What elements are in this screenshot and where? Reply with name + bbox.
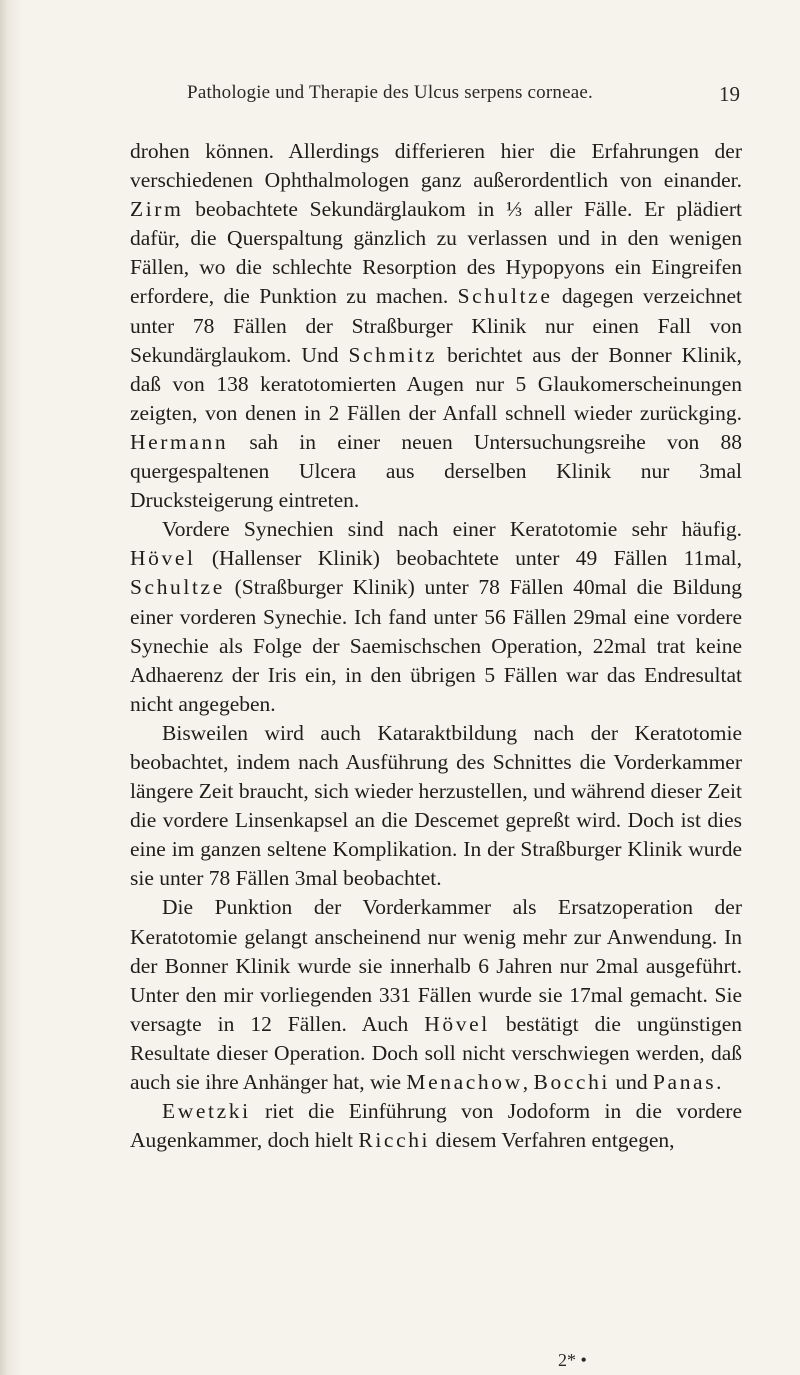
text-run: sah in einer neuen Untersuchungsreihe von 88 quergespaltenen Ulcera aus derselben Klinik nur 3mal Drucksteigerung eintreten.	[130, 429, 742, 513]
author-name: Zirm	[130, 197, 184, 222]
page-header	[120, 82, 740, 116]
text-run: .	[716, 1070, 722, 1094]
text-run: drohen können. Allerdings differieren hier die Erfahrungen der verschiedenen Ophthalmologen ganz außerordentlich von einander.	[130, 139, 742, 193]
text-run: ,	[522, 1070, 534, 1094]
paragraph	[130, 719, 742, 894]
author-name: Schultze	[130, 575, 225, 600]
text-run: Vordere Synechien sind nach einer Keratotomie sehr häufig.	[162, 517, 742, 542]
text-run: beobachtete Sekundärglaukom in ⅓ aller Fälle. Er plädiert dafür, die Querspaltung gänzlich zu verlassen und in den wenigen Fällen, wo die schlechte Resorption des Hypopyons ein Eingreifen erfordere, die Punktion zu machen.	[130, 197, 742, 309]
running-title: Pathologie und Therapie des Ulcus serpens corneae.	[187, 82, 593, 103]
paragraph	[130, 515, 742, 719]
author-name: Bocchi	[533, 1070, 610, 1094]
author-name: Schmitz	[348, 342, 438, 367]
author-name: Ricchi	[358, 1128, 431, 1153]
text-run: diesem Verfahren entgegen,	[430, 1128, 675, 1153]
text-run: und	[610, 1070, 653, 1094]
author-name: Hövel	[424, 1011, 490, 1036]
signature-mark: 2* •	[558, 1350, 587, 1370]
author-name: Hermann	[130, 429, 229, 454]
text-run: dagegen verzeichnet unter 78 Fällen der Straßburger Klinik nur einen Fall von Sekundärglaukom. Und	[130, 284, 742, 367]
text-run: Bisweilen wird auch Kataraktbildung nach der Keratotomie beobachtet, indem nach Ausführung des Schnittes die Vorderkammer längere Zeit braucht, sich wieder herzustellen, und während dieser Zeit die vordere Linsenkapsel an die Descemet gepreßt wird. Doch ist dies eine im ganzen seltene Komplikation. In der Straßburger Klinik wurde sie unter 78 Fällen 3mal beobachtet.	[130, 720, 742, 891]
paragraph	[130, 893, 742, 1097]
page-number: 19	[719, 82, 740, 106]
author-name: Schultze	[457, 284, 553, 309]
text-run: (Hallenser Klinik) beobachtete unter 49 Fällen 11mal,	[195, 546, 742, 571]
paragraph	[130, 1097, 742, 1155]
text-run: berichtet aus der Bonner Klinik, daß von 138 keratotomierten Augen nur 5 Glaukomerscheinungen zeigten, von denen in 2 Fällen der Anfall schnell wieder zurückging.	[130, 342, 742, 425]
text-run: bestätigt die ungünstigen Resultate dieser Operation. Doch soll nicht verschwiegen werden, daß auch sie ihre Anhänger hat, wie	[130, 1011, 742, 1094]
text-run: riet die Einführung von Jodoform in die vordere Augenkammer, doch hielt	[130, 1099, 742, 1153]
author-name: Menachow	[406, 1070, 523, 1094]
author-name: Ewetzki	[162, 1099, 251, 1124]
text-run: (Straßburger Klinik) unter 78 Fällen 40mal die Bildung einer vorderen Synechie. Ich fand unter 56 Fällen 29mal eine vordere Synechie als Folge der Saemischschen Operation, 22mal trat keine Adhaerenz der Iris ein, in den übrigen 5 Fällen war das Endresultat nicht angegeben.	[130, 575, 742, 716]
text-run: Die Punktion der Vorderkammer als Ersatzoperation der Keratotomie gelangt anscheinend nur wenig mehr zur Anwendung. In der Bonner Klinik wurde sie innerhalb 6 Jahren nur 2mal ausgeführt. Unter den mir vorliegenden 331 Fällen wurde sie 17mal gemacht. Sie versagte in 12 Fällen. Auch	[130, 895, 742, 1036]
paragraph	[130, 137, 742, 515]
author-name: Hövel	[130, 546, 196, 571]
body-text	[130, 137, 742, 1155]
author-name: Panas	[653, 1070, 717, 1094]
